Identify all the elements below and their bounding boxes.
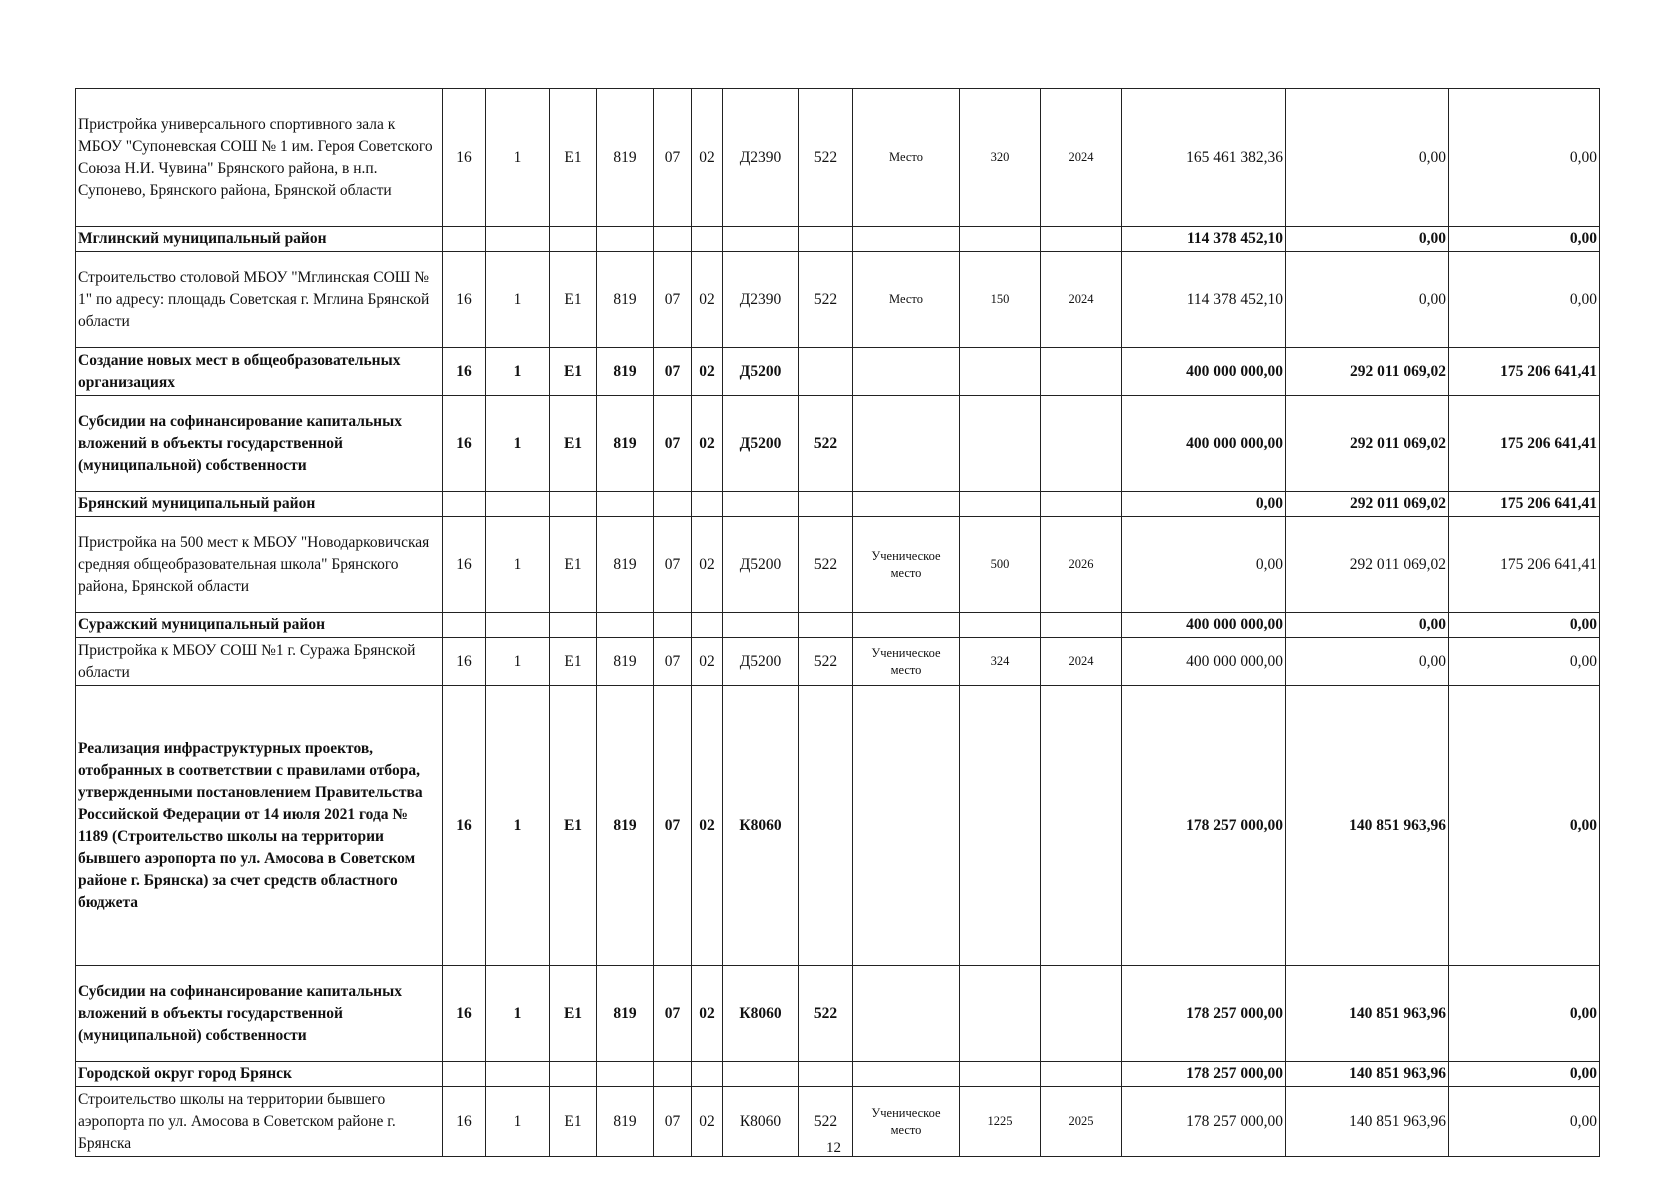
cell-c4: 819 [597,686,654,966]
cell-c3: Е1 [550,252,597,348]
cell-c9 [853,396,960,492]
budget-table [75,88,1600,1157]
cell-c1: 16 [443,252,486,348]
cell-c9 [853,966,960,1062]
cell-c2: 1 [486,396,550,492]
cell-c8: 522 [799,1087,853,1157]
cell-c13: 0,00 [1286,613,1449,638]
cell-c12: 178 257 000,00 [1122,1087,1286,1157]
cell-c13: 292 011 069,02 [1286,396,1449,492]
cell-c12: 114 378 452,10 [1122,227,1286,252]
cell-c1: 16 [443,89,486,227]
cell-c8 [799,1062,853,1087]
cell-c4: 819 [597,638,654,686]
cell-c2: 1 [486,348,550,396]
cell-c12: 114 378 452,10 [1122,252,1286,348]
cell-c12: 0,00 [1122,492,1286,517]
cell-c14: 175 206 641,41 [1449,348,1600,396]
cell-c1 [443,1062,486,1087]
row-name: Строительство столовой МБОУ "Мглинская СОШ № 1" по адресу: площадь Советская г. Мглина Брянской области [76,252,443,348]
cell-c8: 522 [799,638,853,686]
row-name: Субсидии на софинансирование капитальных вложений в объекты государственной (муниципальной) собственности [76,396,443,492]
cell-c9 [853,227,960,252]
cell-c6: 02 [692,396,723,492]
cell-c5: 07 [654,89,692,227]
cell-c4 [597,613,654,638]
cell-c3: Е1 [550,966,597,1062]
cell-c4 [597,492,654,517]
row-name: Строительство школы на территории бывшего аэропорта по ул. Амосова в Советском районе г. Брянска [76,1087,443,1157]
cell-c7 [723,1062,799,1087]
cell-c5: 07 [654,348,692,396]
cell-c11 [1041,396,1122,492]
cell-c7: К8060 [723,1087,799,1157]
cell-c5: 07 [654,686,692,966]
cell-c12: 400 000 000,00 [1122,348,1286,396]
cell-c9: Ученическое место [853,638,960,686]
row-name: Пристройка универсального спортивного зала к МБОУ "Супоневская СОШ № 1 им. Героя Советского Союза Н.И. Чувина" Брянского района, в н.п. Супонево, Брянского района, Брянской области [76,89,443,227]
cell-c2: 1 [486,517,550,613]
cell-c12: 178 257 000,00 [1122,686,1286,966]
row-name: Городской округ город Брянск [76,1062,443,1087]
cell-c5: 07 [654,396,692,492]
cell-c1 [443,613,486,638]
cell-c2 [486,492,550,517]
cell-c7: Д2390 [723,89,799,227]
cell-c1: 16 [443,966,486,1062]
cell-c6 [692,1062,723,1087]
cell-c6: 02 [692,638,723,686]
cell-c1: 16 [443,638,486,686]
cell-c9 [853,492,960,517]
cell-c1 [443,492,486,517]
cell-c11: 2025 [1041,1087,1122,1157]
cell-c11 [1041,348,1122,396]
cell-c10 [960,1062,1041,1087]
cell-c9 [853,686,960,966]
cell-c14: 0,00 [1449,686,1600,966]
cell-c13: 140 851 963,96 [1286,1062,1449,1087]
cell-c2 [486,1062,550,1087]
table-row [76,252,1600,348]
cell-c7 [723,492,799,517]
cell-c11 [1041,613,1122,638]
cell-c10: 324 [960,638,1041,686]
cell-c2: 1 [486,252,550,348]
cell-c14: 0,00 [1449,89,1600,227]
row-name: Брянский муниципальный район [76,492,443,517]
cell-c14: 0,00 [1449,227,1600,252]
cell-c2: 1 [486,89,550,227]
cell-c3: Е1 [550,396,597,492]
cell-c3: Е1 [550,517,597,613]
cell-c1: 16 [443,686,486,966]
cell-c8: 522 [799,966,853,1062]
cell-c8 [799,492,853,517]
cell-c8 [799,686,853,966]
cell-c4: 819 [597,517,654,613]
cell-c7: К8060 [723,966,799,1062]
cell-c13: 0,00 [1286,638,1449,686]
cell-c5: 07 [654,966,692,1062]
cell-c9: Ученическое место [853,1087,960,1157]
cell-c7: Д5200 [723,517,799,613]
cell-c4: 819 [597,348,654,396]
cell-c7: Д5200 [723,396,799,492]
cell-c5 [654,1062,692,1087]
cell-c2: 1 [486,686,550,966]
cell-c2: 1 [486,638,550,686]
cell-c6 [692,613,723,638]
cell-c14: 0,00 [1449,252,1600,348]
cell-c7 [723,613,799,638]
cell-c6 [692,492,723,517]
cell-c12: 178 257 000,00 [1122,966,1286,1062]
cell-c4: 819 [597,1087,654,1157]
row-name: Пристройка к МБОУ СОШ №1 г. Суража Брянской области [76,638,443,686]
row-name: Пристройка на 500 мест к МБОУ "Новодарковичская средняя общеобразовательная школа" Брянского района, Брянской области [76,517,443,613]
cell-c5: 07 [654,638,692,686]
cell-c11 [1041,1062,1122,1087]
cell-c8 [799,227,853,252]
cell-c3 [550,227,597,252]
cell-c3: Е1 [550,686,597,966]
cell-c6: 02 [692,1087,723,1157]
cell-c7: Д5200 [723,348,799,396]
cell-c12: 400 000 000,00 [1122,396,1286,492]
cell-c13: 0,00 [1286,227,1449,252]
cell-c11: 2026 [1041,517,1122,613]
cell-c13: 292 011 069,02 [1286,348,1449,396]
cell-c13: 140 851 963,96 [1286,1087,1449,1157]
cell-c14: 0,00 [1449,638,1600,686]
cell-c6: 02 [692,517,723,613]
row-name: Мглинский муниципальный район [76,227,443,252]
cell-c14: 175 206 641,41 [1449,396,1600,492]
cell-c6 [692,227,723,252]
cell-c14: 0,00 [1449,1087,1600,1157]
cell-c14: 0,00 [1449,613,1600,638]
cell-c8 [799,613,853,638]
table-row [76,517,1600,613]
cell-c13: 292 011 069,02 [1286,517,1449,613]
cell-c5 [654,492,692,517]
cell-c12: 165 461 382,36 [1122,89,1286,227]
cell-c10: 150 [960,252,1041,348]
cell-c10 [960,613,1041,638]
cell-c13: 292 011 069,02 [1286,492,1449,517]
row-name: Создание новых мест в общеобразовательных организациях [76,348,443,396]
cell-c3: Е1 [550,638,597,686]
cell-c5: 07 [654,252,692,348]
cell-c2: 1 [486,1087,550,1157]
cell-c4: 819 [597,252,654,348]
cell-c10 [960,492,1041,517]
cell-c11 [1041,686,1122,966]
row-name: Субсидии на софинансирование капитальных вложений в объекты государственной (муниципальной) собственности [76,966,443,1062]
cell-c4: 819 [597,966,654,1062]
cell-c14: 0,00 [1449,1062,1600,1087]
cell-c8: 522 [799,89,853,227]
table-row [76,396,1600,492]
table-row [76,227,1600,252]
cell-c8: 522 [799,517,853,613]
cell-c9 [853,1062,960,1087]
row-name: Суражский муниципальный район [76,613,443,638]
cell-c11: 2024 [1041,638,1122,686]
cell-c10 [960,966,1041,1062]
cell-c6: 02 [692,252,723,348]
cell-c8: 522 [799,252,853,348]
cell-c4 [597,1062,654,1087]
cell-c2 [486,227,550,252]
cell-c3: Е1 [550,89,597,227]
table-row [76,638,1600,686]
page-number: 12 [826,1140,841,1156]
cell-c14: 0,00 [1449,966,1600,1062]
cell-c2 [486,613,550,638]
cell-c10 [960,348,1041,396]
cell-c2: 1 [486,966,550,1062]
cell-c12: 400 000 000,00 [1122,613,1286,638]
row-name: Реализация инфраструктурных проектов, отобранных в соответствии с правилами отбора, утвержденными постановлением Правительства Российской Федерации от 14 июля 2021 года № 1189 (Строительство школы на территории бывшего аэропорта по ул. Амосова в Советском районе г. Брянска) за счет средств областного бюджета [76,686,443,966]
cell-c5: 07 [654,517,692,613]
cell-c12: 0,00 [1122,517,1286,613]
cell-c12: 400 000 000,00 [1122,638,1286,686]
cell-c10 [960,686,1041,966]
cell-c1: 16 [443,517,486,613]
cell-c4: 819 [597,89,654,227]
cell-c14: 175 206 641,41 [1449,517,1600,613]
cell-c8: 522 [799,396,853,492]
table-row [76,492,1600,517]
cell-c7: К8060 [723,686,799,966]
cell-c1: 16 [443,396,486,492]
table-row [76,613,1600,638]
table-row [76,348,1600,396]
cell-c3: Е1 [550,348,597,396]
cell-c1: 16 [443,348,486,396]
cell-c9 [853,613,960,638]
cell-c7: Д5200 [723,638,799,686]
table-row [76,1062,1600,1087]
cell-c3 [550,492,597,517]
cell-c1 [443,227,486,252]
cell-c6: 02 [692,966,723,1062]
cell-c4: 819 [597,396,654,492]
table-row [76,686,1600,966]
table-row [76,89,1600,227]
cell-c14: 175 206 641,41 [1449,492,1600,517]
cell-c9: Место [853,252,960,348]
cell-c3 [550,1062,597,1087]
cell-c1: 16 [443,1087,486,1157]
cell-c10: 500 [960,517,1041,613]
cell-c6: 02 [692,348,723,396]
cell-c10 [960,396,1041,492]
cell-c12: 178 257 000,00 [1122,1062,1286,1087]
cell-c11: 2024 [1041,89,1122,227]
cell-c10: 1225 [960,1087,1041,1157]
cell-c10 [960,227,1041,252]
cell-c11 [1041,492,1122,517]
cell-c13: 140 851 963,96 [1286,686,1449,966]
cell-c11: 2024 [1041,252,1122,348]
cell-c7: Д2390 [723,252,799,348]
cell-c9 [853,348,960,396]
cell-c11 [1041,227,1122,252]
cell-c7 [723,227,799,252]
cell-c6: 02 [692,89,723,227]
cell-c5 [654,227,692,252]
table-row [76,966,1600,1062]
cell-c9: Место [853,89,960,227]
cell-c4 [597,227,654,252]
cell-c13: 0,00 [1286,89,1449,227]
cell-c3: Е1 [550,1087,597,1157]
cell-c8 [799,348,853,396]
cell-c6: 02 [692,686,723,966]
cell-c3 [550,613,597,638]
cell-c11 [1041,966,1122,1062]
cell-c13: 0,00 [1286,252,1449,348]
cell-c5: 07 [654,1087,692,1157]
cell-c10: 320 [960,89,1041,227]
cell-c13: 140 851 963,96 [1286,966,1449,1062]
cell-c9: Ученическое место [853,517,960,613]
cell-c5 [654,613,692,638]
